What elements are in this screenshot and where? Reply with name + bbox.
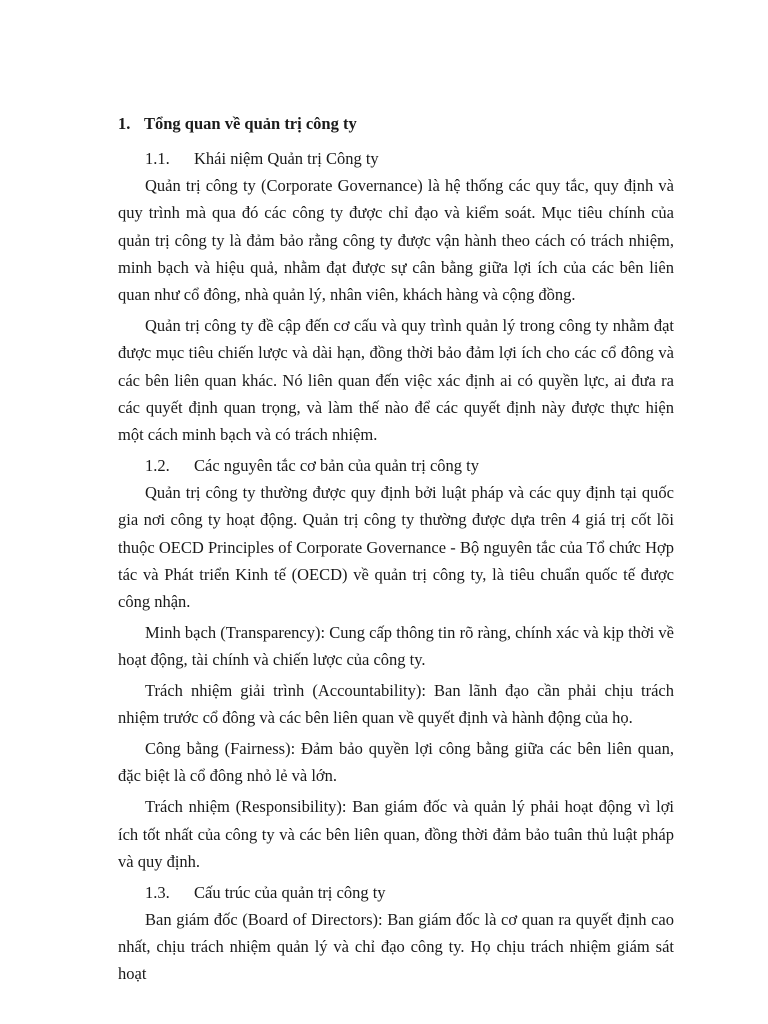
heading-1 bbox=[118, 110, 674, 137]
paragraph-fairness: Công bằng (Fairness): Đảm bảo quyền lợi công bằng giữa các bên liên quan, đặc biệt là cổ đông nhỏ lẻ và lớn. bbox=[118, 739, 674, 786]
heading-1-3 bbox=[118, 879, 674, 906]
paragraph: Quản trị công ty thường được quy định bởi luật pháp và các quy định tại quốc gia nơi công ty hoạt động. Quản trị công ty thường được dựa trên 4 giá trị cốt lõi thuộc OECD Principles of Corporate Governance - Bộ nguyên tắc của Tổ chức Hợp tác và Phát triển Kinh tế (OECD) về quản trị công ty, là tiêu chuẩn quốc tế được công nhận. bbox=[118, 482, 674, 612]
heading-1-2 bbox=[118, 452, 674, 479]
heading-1-3-number: 1.3. bbox=[145, 882, 170, 902]
heading-1-1-title: Khái niệm Quản trị Công ty bbox=[194, 149, 379, 168]
heading-1-1-number: 1.1. bbox=[145, 149, 170, 168]
heading-1-2-title: Các nguyên tắc cơ bản của quản trị công ty bbox=[194, 455, 479, 475]
heading-1-3-title: Cấu trúc của quản trị công ty bbox=[194, 882, 386, 902]
page-content bbox=[118, 110, 674, 991]
heading-1-2-number: 1.2. bbox=[145, 455, 170, 475]
paragraph: Quản trị công ty đề cập đến cơ cấu và quy trình quản lý trong công ty nhằm đạt được mục tiêu chiến lược và dài hạn, đồng thời bảo đảm lợi ích cho các cổ đông và các bên liên quan khác. Nó liên quan đến việc xác định ai có quyền lực, ai đưa ra các quyết định quan trọng, và làm thế nào để các quyết định này được thực hiện một cách minh bạch và có trách nhiệm. bbox=[118, 315, 674, 445]
heading-1-number: 1. bbox=[118, 114, 131, 133]
paragraph-responsibility: Trách nhiệm (Responsibility): Ban giám đốc và quản lý phải hoạt động vì lợi ích tốt nhất của công ty và các bên liên quan, đồng thời đảm bảo tuân thủ luật pháp và quy định. bbox=[118, 797, 674, 871]
heading-1-text: Tổng quan về quản trị công ty bbox=[144, 114, 357, 133]
paragraph-accountability: Trách nhiệm giải trình (Accountability): Ban lãnh đạo cần phải chịu trách nhiệm trước cổ đông và các bên liên quan về quyết định và hành động của họ. bbox=[118, 681, 674, 728]
heading-1-1 bbox=[118, 145, 674, 172]
paragraph-board-of-directors: Ban giám đốc (Board of Directors): Ban giám đốc là cơ quan ra quyết định cao nhất, chịu trách nhiệm quản lý và chỉ đạo công ty. Họ chịu trách nhiệm giám sát hoạt bbox=[118, 909, 674, 984]
paragraph-transparency: Minh bạch (Transparency): Cung cấp thông tin rõ ràng, chính xác và kịp thời về hoạt động, tài chính và chiến lược của công ty. bbox=[118, 622, 674, 670]
paragraph: Quản trị công ty (Corporate Governance) là hệ thống các quy tắc, quy định và quy trình mà qua đó các công ty được chỉ đạo và kiểm soát. Mục tiêu chính của quản trị công ty là đảm bảo rằng công ty được vận hành theo cách có trách nhiệm, minh bạch và hiệu quả, nhằm đạt được sự cân bằng giữa lợi ích của các bên liên quan như cổ đông, nhà quản lý, nhân viên, khách hàng và cộng đồng. bbox=[118, 176, 674, 305]
